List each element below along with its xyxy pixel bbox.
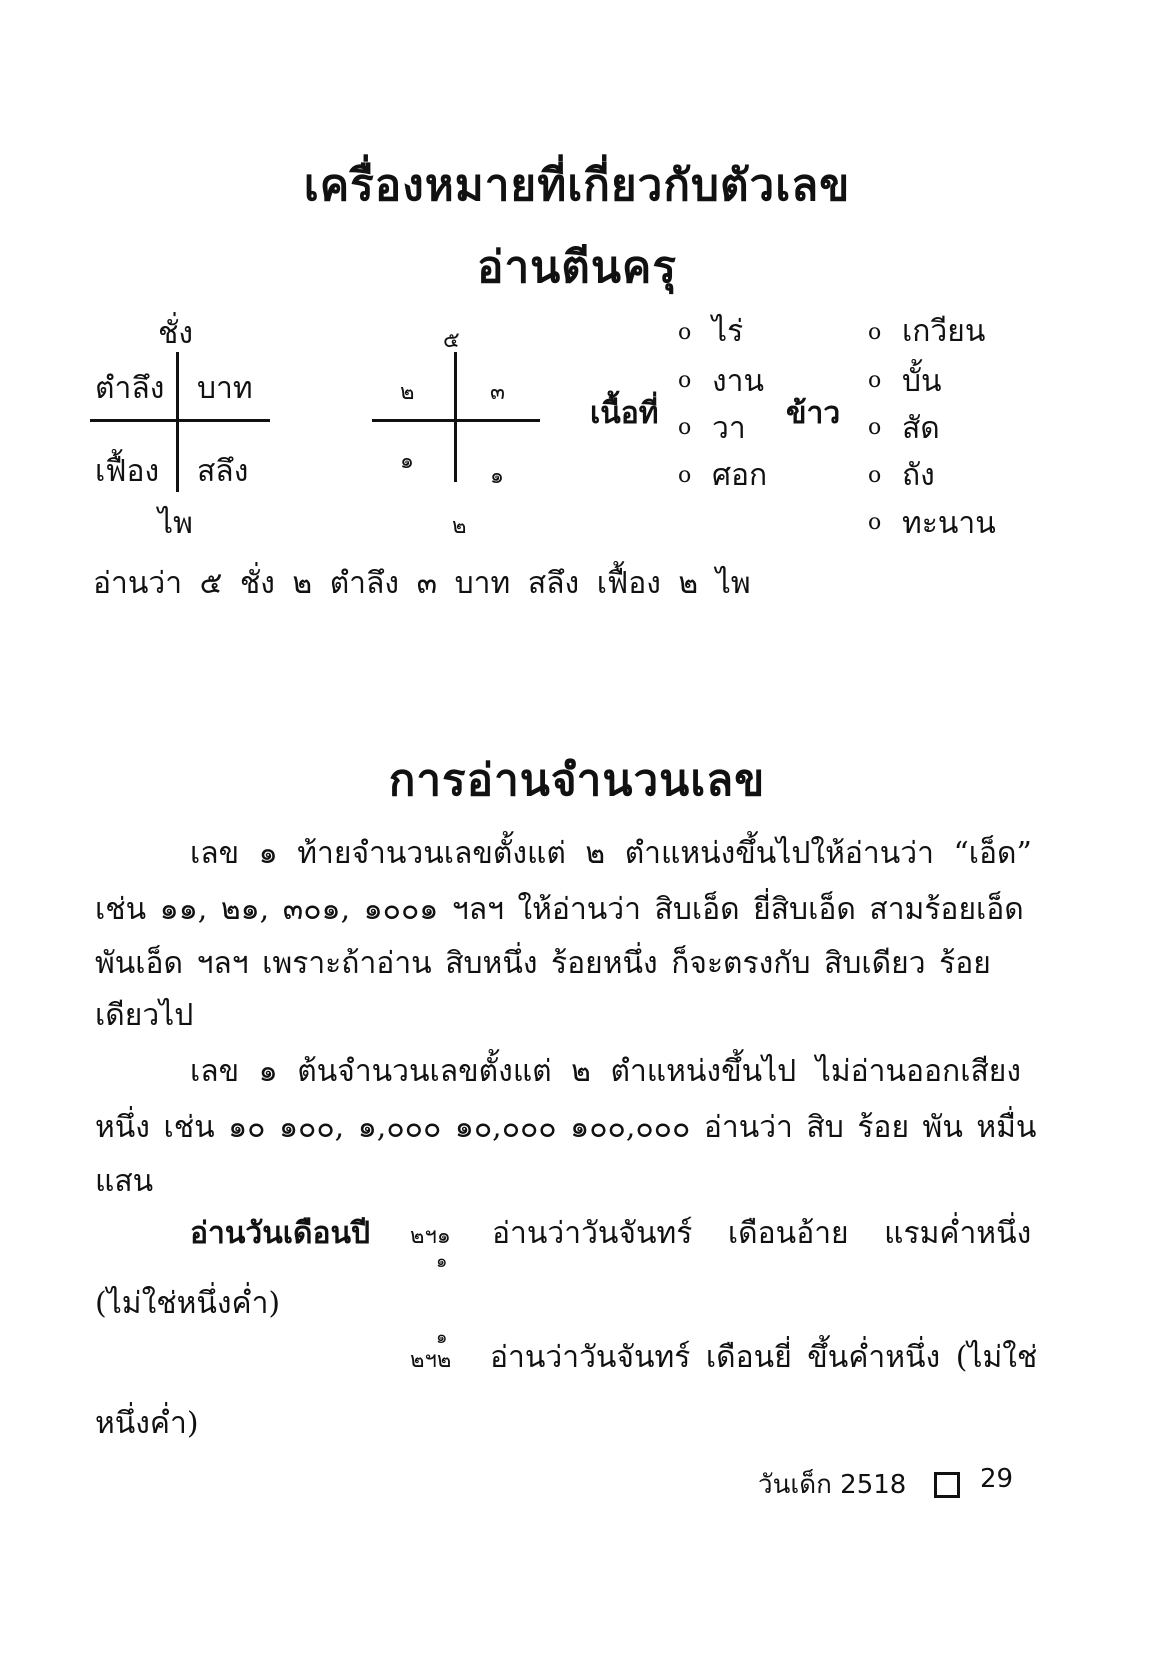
rice-item: ถัง (902, 458, 935, 493)
example-num-top-right: ๓ (490, 380, 506, 405)
weight-label-bottom-left: เฟื้อง (95, 454, 160, 489)
text-line: หนึ่ง เช่น ๑๐ ๑๐๐, ๑,๐๐๐ ๑๐,๐๐๐ ๑๐๐,๐๐๐ อ่านว่า สิบ ร้อย พัน หมื่น (95, 1110, 1037, 1145)
rice-bullet: o (868, 463, 882, 488)
text-line: เลข ๑ ต้นจำนวนเลขตั้งแต่ ๒ ตำแหน่งขึ้นไป ไม่อ่านออกเสียง (190, 1054, 1021, 1089)
text-line: แสน (95, 1164, 154, 1199)
text-line: (ไม่ใช่หนึ่งค่ำ) (95, 1286, 281, 1321)
area-bullet: o (678, 320, 692, 345)
date-reading-text: อ่านว่าวันจันทร์ เดือนอ้าย แรมค่ำหนึ่ง (492, 1216, 1032, 1251)
text-line: หนึ่งค่ำ) (95, 1406, 199, 1441)
date-heading: อ่านวันเดือนปี (190, 1216, 371, 1251)
rice-label: ข้าว (786, 396, 841, 431)
weight-label-top-right: บาท (197, 371, 253, 406)
section-title: การอ่านจำนวนเลข (388, 755, 766, 806)
rice-item: ทะนาน (902, 506, 996, 541)
rice-bullet: o (868, 320, 882, 345)
rice-item: เกวียน (902, 314, 986, 349)
area-bullet: o (678, 463, 692, 488)
text-line: เช่น ๑๑, ๒๑, ๓๐๑, ๑๐๐๑ ฯลฯ ให้อ่านว่า สิบเอ็ด ยี่สิบเอ็ด สามร้อยเอ็ด (95, 892, 1024, 927)
example-num-bottom: ๒ (452, 514, 467, 539)
area-item: ไร่ (712, 314, 744, 349)
rice-bullet: o (868, 368, 882, 393)
rice-bullet: o (868, 510, 882, 535)
example-num-bottom-right: ๑ (490, 464, 504, 489)
weight-label-top: ชั่ง (158, 316, 194, 351)
rice-item: สัด (902, 411, 940, 446)
main-title: เครื่องหมายที่เกี่ยวกับตัวเลข (303, 160, 851, 211)
weight-label-bottom: ไพ (158, 506, 193, 541)
text-line: พันเอ็ด ฯลฯ เพราะถ้าอ่าน สิบหนึ่ง ร้อยหนึ่ง ก็จะตรงกับ สิบเดียว ร้อย (95, 946, 991, 981)
area-item: วา (712, 411, 746, 446)
rice-item: บั้น (902, 364, 942, 399)
example-num-top-left: ๒ (400, 380, 415, 405)
example-cross-vertical (454, 352, 457, 482)
area-label: เนื้อที่ (590, 396, 659, 431)
rice-bullet: o (868, 415, 882, 440)
publication-name: วันเด็ก 2518 (758, 1470, 907, 1500)
text-line: เดียวไป (95, 998, 194, 1033)
area-item: ศอก (712, 458, 768, 493)
weight-cross-horizontal (90, 419, 270, 422)
area-bullet: o (678, 368, 692, 393)
page-number: 29 (980, 1464, 1014, 1494)
date-code-sup: ๑ (436, 1327, 448, 1348)
date-reading-text: อ่านว่าวันจันทร์ เดือนยี่ ขึ้นค่ำหนึ่ง (ไม่ใช่ (490, 1340, 1038, 1375)
weight-label-bottom-right: สลึง (197, 454, 249, 489)
date-code: ๒ฯ๑ (410, 1224, 451, 1249)
text-line: เลข ๑ ท้ายจำนวนเลขตั้งแต่ ๒ ตำแหน่งขึ้นไปให้อ่านว่า “เอ็ด” (190, 836, 1032, 871)
date-code: ๒ฯ๒ (410, 1348, 452, 1373)
example-num-top: ๕ (443, 328, 460, 353)
square-separator-icon (934, 1472, 960, 1498)
weight-cross-vertical (176, 352, 179, 492)
date-code-sub: ๑ (436, 1251, 448, 1272)
weight-label-top-left: ตำลึง (95, 371, 165, 406)
area-bullet: o (678, 415, 692, 440)
example-reading: อ่านว่า ๕ ชั่ง ๒ ตำลึง ๓ บาท สลึง เฟื้อง ๒ ไพ (93, 566, 751, 601)
area-item: งาน (712, 364, 765, 399)
sub-title: อ่านตีนครุ (477, 242, 677, 293)
example-num-bottom-left: ๑ (400, 449, 414, 474)
